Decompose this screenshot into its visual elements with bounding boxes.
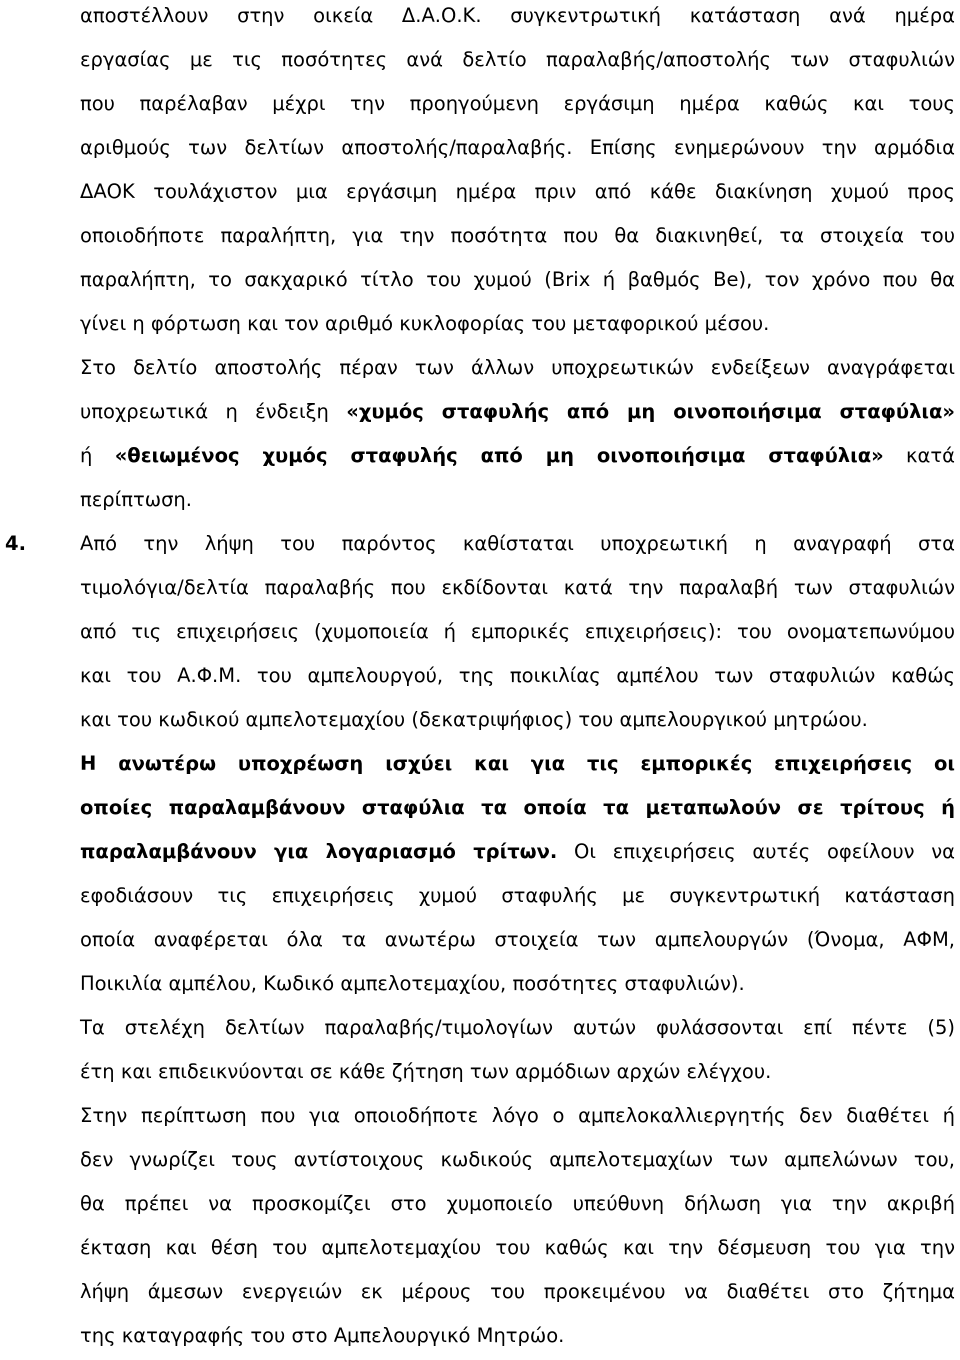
bold-span: παραλαμβάνουν για λογαριασμό τρίτων. [80,840,558,863]
text-line: αριθμούς των δελτίων αποστολής/παραλαβής. Επίσης ενημερώνουν την αρμόδια [80,136,955,159]
text-line: έτη και επιδεικνύονται σε κάθε ζήτηση των αρμόδιων αρχών ελέγχου. [80,1060,772,1083]
text-line: Από την λήψη του παρόντος καθίσταται υποχρεωτική η αναγραφή στα [80,532,955,555]
text-line: Ποικιλία αμπέλου, Κωδικό αμπελοτεμαχίου, ποσότητες σταφυλιών). [80,972,745,995]
bold-label-grape-juice: «χυμός σταφυλής από μη οινοποιήσιμα σταφύλια» [346,400,955,423]
text-line: Τα στελέχη δελτίων παραλαβής/τιμολογίων αυτών φυλάσσονται επί πέντε (5) [80,1016,955,1039]
text-line: οποία αναφέρεται όλα τα ανωτέρω στοιχεία των αμπελουργών (Όνομα, ΑΦΜ, [80,928,955,951]
text-line: έκταση και θέση του αμπελοτεμαχίου του καθώς και την δέσμευση του για την [80,1236,955,1259]
text-line: τιμολόγια/δελτία παραλαβής που εκδίδονται κατά την παραλαβή των σταφυλιών [80,576,955,599]
text-line: λήψη άμεσων ενεργειών εκ μέρους του προκειμένου να διαθέτει στο ζήτημα [80,1280,955,1303]
text-line-bold: οποίες παραλαμβάνουν σταφύλια τα οποία τα μεταπωλούν σε τρίτους ή [80,796,955,819]
text-line [80,830,955,874]
text-span: υποχρεωτικά η ένδειξη [80,400,347,423]
text-line: οποιοδήποτε παραλήπτη, για την ποσότητα που θα διακινηθεί, τα στοιχεία του [80,224,955,247]
text-line: περίπτωση. [80,488,192,511]
text-span: ή [80,444,115,467]
text-line: παραλήπτη, το σακχαρικό τίτλο του χυμού (Brix ή βαθμός Be), τον χρόνο που θα [80,268,955,291]
text-line: θα πρέπει να προσκομίζει στο χυμοποιείο υπεύθυνη δήλωση για την ακριβή [80,1192,955,1215]
text-line [80,434,955,478]
text-line: εργασίας με τις ποσότητες ανά δελτίο παραλαβής/αποστολής των σταφυλιών [80,48,955,71]
text-line: Στο δελτίο αποστολής πέραν των άλλων υποχρεωτικών ενδείξεων αναγράφεται [80,356,955,379]
text-line: από τις επιχειρήσεις (χυμοποιεία ή εμπορικές επιχειρήσεις): του ονοματεπωνύμου [80,620,955,643]
text-span: κατά [883,444,955,467]
text-line [80,390,955,434]
text-line-bold: Η ανωτέρω υποχρέωση ισχύει και για τις εμπορικές επιχειρήσεις οι [80,752,955,775]
bold-label-sulphited-juice: «θειωμένος χυμός σταφυλής από μη οινοποιήσιμα σταφύλια» [114,444,884,467]
text-line: και του κωδικού αμπελοτεμαχίου (δεκατριψήφιος) του αμπελουργικού μητρώου. [80,708,868,731]
text-line: που παρέλαβαν μέχρι την προηγούμενη εργάσιμη ημέρα καθώς και τους [80,92,955,115]
text-line: αποστέλλουν στην οικεία Δ.Α.Ο.Κ. συγκεντρωτική κατάσταση ανά ημέρα [80,4,955,27]
text-line: της καταγραφής του στο Αμπελουργικό Μητρώο. [80,1324,565,1347]
text-line: Στην περίπτωση που για οποιοδήποτε λόγο ο αμπελοκαλλιεργητής δεν διαθέτει ή [80,1104,955,1127]
text-line: γίνει η φόρτωση και τον αριθμό κυκλοφορίας του μεταφορικού μέσου. [80,312,770,335]
text-line: δεν γνωρίζει τους αντίστοιχους κωδικούς αμπελοτεμαχίων των αμπελώνων του, [80,1148,955,1171]
text-line: ΔΑΟΚ τουλάχιστον μια εργάσιμη ημέρα πριν από κάθε διακίνηση χυμού προς [80,180,955,203]
text-line: εφοδιάσουν τις επιχειρήσεις χυμού σταφυλής με συγκεντρωτική κατάσταση [80,884,955,907]
text-span: Οι επιχειρήσεις αυτές οφείλουν να [557,840,955,863]
item-number: 4. [5,532,26,555]
text-line: και του Α.Φ.Μ. του αμπελουργού, της ποικιλίας αμπέλου των σταφυλιών καθώς [80,664,955,687]
